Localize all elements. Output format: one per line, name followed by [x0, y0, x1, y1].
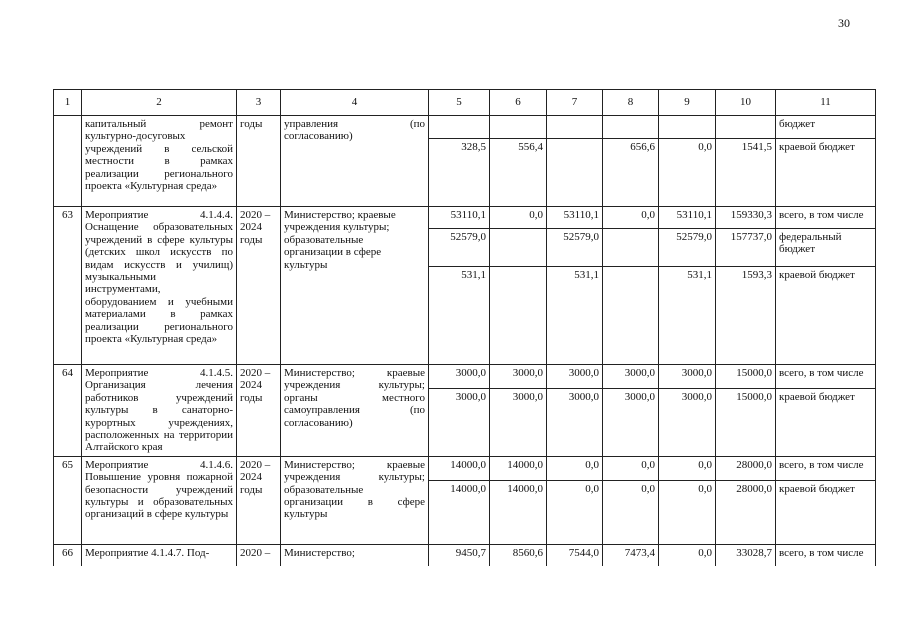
value-cell — [547, 116, 603, 139]
value-cell: 14000,0 — [490, 480, 547, 544]
row-number-cell: 64 — [54, 365, 82, 457]
source-cell: всего, в том числе — [776, 207, 876, 229]
value-cell: 52579,0 — [659, 229, 716, 267]
value-cell: 14000,0 — [490, 456, 547, 480]
value-cell: 53110,1 — [659, 207, 716, 229]
value-cell: 7544,0 — [547, 544, 603, 566]
value-cell: 0,0 — [659, 480, 716, 544]
row-description: Мероприятие 4.1.4.4. Оснащение образовательных учреждений в сфере культуры (детских школ искусств по видам искусств и училищ) музыкальными инструментами, оборудованием и учебными материалами в рамках реализации регионального проекта «Культурная среда» — [82, 207, 237, 365]
table-row — [54, 207, 876, 229]
value-cell: 3000,0 — [490, 389, 547, 456]
value-cell — [659, 116, 716, 139]
value-cell: 7473,4 — [603, 544, 659, 566]
value-cell: 0,0 — [603, 480, 659, 544]
table-row — [54, 544, 876, 566]
value-cell: 531,1 — [429, 267, 490, 365]
value-cell: 157737,0 — [716, 229, 776, 267]
source-cell: всего, в том числе — [776, 544, 876, 566]
value-cell: 3000,0 — [603, 389, 659, 456]
value-cell: 3000,0 — [547, 389, 603, 456]
value-cell: 3000,0 — [547, 365, 603, 389]
row-description: Мероприятие 4.1.4.5. Организация лечения работников учреждений культуры в санаторно-курортных учреждениях, расположенных на территории Алтайского края — [82, 365, 237, 457]
value-cell: 0,0 — [547, 480, 603, 544]
value-cell: 0,0 — [659, 544, 716, 566]
value-cell — [490, 229, 547, 267]
value-cell: 556,4 — [490, 139, 547, 207]
value-cell: 0,0 — [603, 207, 659, 229]
header-cell: 5 — [429, 90, 490, 116]
row-number-cell: 63 — [54, 207, 82, 365]
value-cell — [547, 139, 603, 207]
header-cell: 2 — [82, 90, 237, 116]
value-cell: 656,6 — [603, 139, 659, 207]
value-cell: 0,0 — [603, 456, 659, 480]
row-years: 2020 – 2024 годы — [237, 456, 281, 544]
row-description: капитальный ремонт культурно-досуговых учреждений в сельской местности в рамках реализации регионального проекта «Культурная среда» — [82, 116, 237, 207]
value-cell: 14000,0 — [429, 480, 490, 544]
value-cell: 53110,1 — [429, 207, 490, 229]
row-executor: Министерство; — [281, 544, 429, 566]
source-cell: краевой бюджет — [776, 389, 876, 456]
source-cell: всего, в том числе — [776, 365, 876, 389]
row-number-cell — [54, 116, 82, 207]
row-number-cell: 65 — [54, 456, 82, 544]
value-cell: 14000,0 — [429, 456, 490, 480]
header-cell: 7 — [547, 90, 603, 116]
row-executor: Министерство; краевые учреждения культуры; органы местного самоуправления (по согласованию) — [281, 365, 429, 457]
value-cell: 531,1 — [547, 267, 603, 365]
value-cell — [490, 116, 547, 139]
header-cell: 10 — [716, 90, 776, 116]
value-cell — [603, 229, 659, 267]
value-cell: 3000,0 — [429, 365, 490, 389]
source-cell: краевой бюджет — [776, 267, 876, 365]
value-cell: 53110,1 — [547, 207, 603, 229]
value-cell: 1541,5 — [716, 139, 776, 207]
value-cell — [603, 116, 659, 139]
budget-table — [53, 89, 876, 566]
value-cell: 9450,7 — [429, 544, 490, 566]
value-cell: 8560,6 — [490, 544, 547, 566]
value-cell — [716, 116, 776, 139]
source-cell: краевой бюджет — [776, 480, 876, 544]
value-cell: 0,0 — [547, 456, 603, 480]
row-years: 2020 – 2024 годы — [237, 207, 281, 365]
table-row — [54, 456, 876, 480]
header-cell: 1 — [54, 90, 82, 116]
header-cell: 11 — [776, 90, 876, 116]
row-executor: Министерство; краевые учреждения культуры; образовательные организации в сфере культуры — [281, 207, 429, 365]
row-number-cell: 66 — [54, 544, 82, 566]
header-cell: 9 — [659, 90, 716, 116]
header-cell: 6 — [490, 90, 547, 116]
value-cell: 52579,0 — [547, 229, 603, 267]
value-cell: 1593,3 — [716, 267, 776, 365]
value-cell: 15000,0 — [716, 365, 776, 389]
source-cell: федеральный бюджет — [776, 229, 876, 267]
row-executor: управления (по согласованию) — [281, 116, 429, 207]
value-cell: 15000,0 — [716, 389, 776, 456]
value-cell: 328,5 — [429, 139, 490, 207]
value-cell: 3000,0 — [659, 365, 716, 389]
value-cell — [490, 267, 547, 365]
source-cell: всего, в том числе — [776, 456, 876, 480]
value-cell — [603, 267, 659, 365]
row-description: Мероприятие 4.1.4.7. Под- — [82, 544, 237, 566]
source-cell: бюджет — [776, 116, 876, 139]
row-description: Мероприятие 4.1.4.6. Повышение уровня пожарной безопасности учреждений культуры и образовательных организаций в сфере культуры — [82, 456, 237, 544]
value-cell: 0,0 — [659, 139, 716, 207]
value-cell: 3000,0 — [429, 389, 490, 456]
value-cell: 159330,3 — [716, 207, 776, 229]
header-cell: 4 — [281, 90, 429, 116]
value-cell — [429, 116, 490, 139]
source-cell: краевой бюджет — [776, 139, 876, 207]
row-years: 2020 – 2024 годы — [237, 365, 281, 457]
page-number: 30 — [838, 16, 850, 30]
table-row — [54, 116, 876, 139]
value-cell: 28000,0 — [716, 480, 776, 544]
value-cell: 28000,0 — [716, 456, 776, 480]
row-years: годы — [237, 116, 281, 207]
table-row — [54, 365, 876, 389]
row-executor: Министерство; краевые учреждения культуры; образовательные организации в сфере культуры — [281, 456, 429, 544]
value-cell: 33028,7 — [716, 544, 776, 566]
value-cell: 0,0 — [490, 207, 547, 229]
value-cell: 3000,0 — [603, 365, 659, 389]
header-cell: 8 — [603, 90, 659, 116]
table-header-row — [54, 90, 876, 116]
value-cell: 531,1 — [659, 267, 716, 365]
value-cell: 3000,0 — [490, 365, 547, 389]
value-cell: 3000,0 — [659, 389, 716, 456]
value-cell: 52579,0 — [429, 229, 490, 267]
value-cell: 0,0 — [659, 456, 716, 480]
header-cell: 3 — [237, 90, 281, 116]
row-years: 2020 – — [237, 544, 281, 566]
